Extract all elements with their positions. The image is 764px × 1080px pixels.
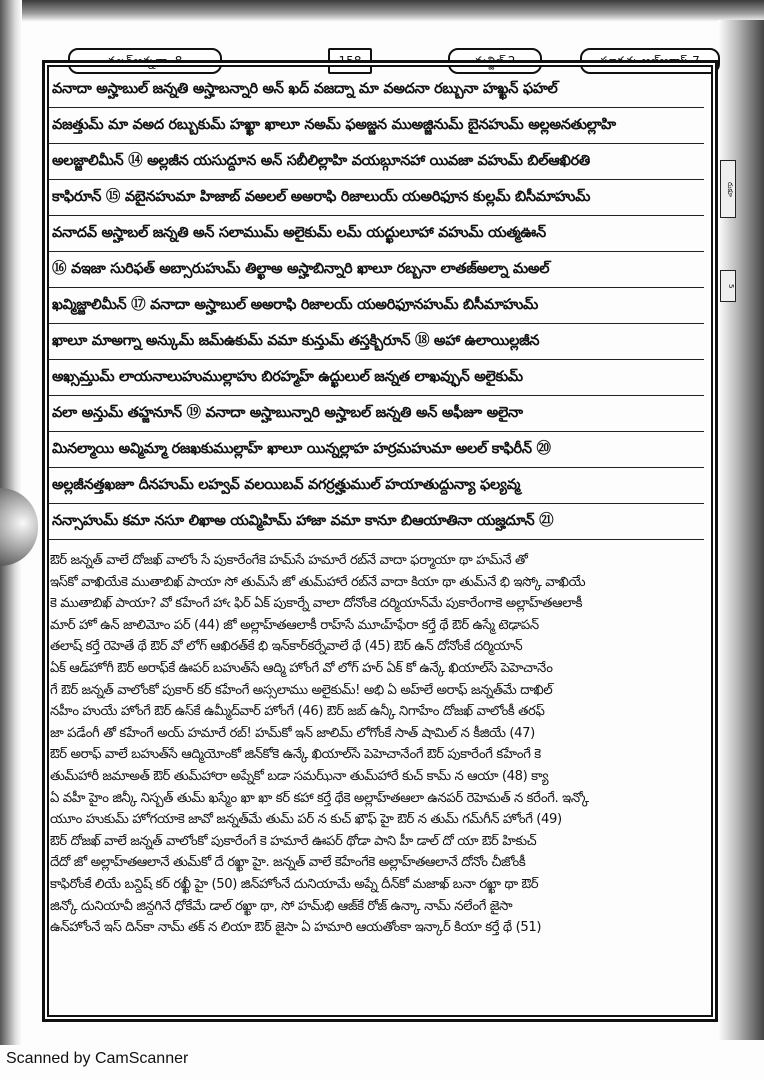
arabic-line: ఖాలూ మాఅగ్నా అన్కుమ్ జమ్ఉకుమ్ వమా కున్తుమ్ తస్తక్బిరూన్ ⑱ అహా ఉలాయిల్లజీన bbox=[48, 324, 704, 360]
translation-block bbox=[48, 550, 704, 939]
surah-label: సూరతు అల్అరాఫ్ 7 bbox=[580, 48, 720, 74]
arabic-line: అల్లజీనత్తఖజూ దీనహుమ్ లహ్వవ్ వలయిబవ్ వగర్రత్హుముల్ హయాతుద్దున్యా ఫల్యవ్మ bbox=[48, 468, 704, 504]
translation-line: ఏక్ ఆడ్‌హోగీ ఔర్ అరాఫ్‌కే ఊపర్ బహుత్‌సే ఆద్మి హోంగే వో లోగ్ హర్ ఏక్ కో ఉన్కే ఖియాల్‌సే పెహెచానేం bbox=[50, 660, 553, 676]
book-page bbox=[34, 30, 724, 1020]
arabic-line: ⑯ వఇజా సురిఫత్ అబ్సారుహుమ్ తిల్ఖాఅ అస్హాబిన్నారి ఖాలూ రబ్బనా లాతజ్అల్నా మఅల్ bbox=[48, 252, 704, 288]
arabic-line: వజత్తుమ్ మా వఅద రబ్బుకుమ్ హఖ్ఖా ఖాలూ నఅమ్ ఫఅజ్జన ముఅజ్జినుమ్ బైనహుమ్ అల్లఅనతుల్లాహి bbox=[48, 108, 704, 144]
arabic-line: కాఫిరూన్ ⑮ వబైనహుమా హిజాబ్ వఅలల్ అఅరాఫి రిజాలుయ్ యఅరిఫూన కుల్లమ్ బిసీమాహుమ్ bbox=[48, 180, 704, 216]
ruku-side-tab: రుకూ bbox=[720, 160, 736, 218]
arabic-line: అఖ్సమ్తుమ్ లాయనాలుహుముల్లాహు బిరహ్మహ్ ఉద్ఖులుల్ జన్నత లాఖవ్ఫున్ అలైకుమ్ bbox=[48, 360, 704, 396]
arabic-line: వలా అన్తుమ్ తహ్జనూన్ ⑲ వనాదా అస్హాబున్నారి అస్హాబల్ జన్నతి అన్ అఫీజూ అలైనా bbox=[48, 396, 704, 432]
arabic-transliteration bbox=[48, 72, 704, 540]
translation-line: కె ముతాబిఖ్ పాయా? వో కహేంగే హాఁ ఫిర్ ఏక్ పుకార్నే వాలా దోనోంకె దర్మియాన్‌మే పుకారేంగాకె అల్లాహ్‌తఆలాకీ bbox=[50, 596, 583, 612]
translation-line: ఏ వహీ హైం జిన్కీ నిస్బత్ తుమ్ ఖస్మేం ఖా ఖా కర్ కహా కర్తే థేకె అల్లాహ్‌తఆలా ఉనపర్ రెహెమత్ న కరేంగే. ఇన్కో bbox=[50, 790, 589, 806]
scanner-watermark: Scanned by CamScanner bbox=[6, 1050, 189, 1067]
translation-line: ఔర్ దోజఖ్ వాలే జన్నత్ వాలోంకో పుకారేంగే కె హమారే ఊపర్ థోడా పాని హీ డాల్ దో యా ఔర్ హికుచ్ bbox=[50, 833, 537, 849]
translation-line: తుమ్‌హారీ జమాఅత్ ఔర్ తుమ్‌హారా అప్నేకో బడా సమఝ్‌నా తుమ్‌హారే కుచ్ కామ్ న ఆయా (48) క్యా bbox=[50, 768, 549, 784]
translation-line: మార్ హో ఉన్ జాలిమోం పర్ (44) జో అల్లాహ్‌తఆలాకీ రాహ్‌సే మూఁహ్‌ఫేరా కర్తే థే ఔర్ ఉస్మే టెఢాపన్ bbox=[50, 617, 539, 633]
ruku-number-tab: 5 bbox=[720, 270, 736, 302]
translation-line: కాఫిరోంకే లియే బన్దిష్ కర్ రఖ్ఖీ హై (50) జిన్‌హోంనే దునియామే అప్నే దీన్‌కో మజాఖ్ బనా రఖ్ఖా థా ఔర్ bbox=[50, 876, 539, 892]
translation-line: ఇస్‌కో వాఖియేకె ముతాబిఖ్ పాయా సో తుమ్‌సే జో తుమ్‌హారే రబ్‌నే వాదా కియా థా తుమ్‌నే భి ఇస్కో వాఖియే bbox=[50, 574, 586, 590]
page-top-shadow bbox=[0, 0, 764, 22]
arabic-line: నన్సాహుమ్ కమా నసూ లిఖాఅ యవ్మిహిమ్ హాజా వమా కానూ బిఆయాతినా యజ్హదూన్ ㉑ bbox=[48, 504, 704, 540]
translation-line: ఉన్‌హోంనే ఇస్ దిన్‌కా నామ్ తక్ న లియా ఔర్ జైసా ఏ హమారి ఆయతోంకా ఇన్కార్ కియా కర్తే థే (51) bbox=[50, 920, 542, 936]
translation-line: జిన్కో దునియావీ జిన్దగినే ధోకేమే డాల్ రఖ్ఖా థా, సో హమ్‌భి ఆజ్‌కే రోజ్ ఉన్కా నామ్ నలేంగే జైసా bbox=[50, 898, 513, 914]
arabic-line: మినల్మాయి అవ్మిమ్మా రజఖకుముల్లాహ్ ఖాలూ యిన్నల్లాహ హర్రమహుమా అలల్ కాఫిరీన్ ⑳ bbox=[48, 432, 704, 468]
binder-clip bbox=[0, 488, 38, 566]
translation-line: ఔర్ జన్నత్ వాలే దోజఖ్ వాలోం సే పుకారేంగేకె హమ్‌సే హమారే రబ్‌నే వాదా ఫర్మాయా థా హమ్‌నే తో bbox=[50, 553, 528, 568]
translation-line: దేదో జో అల్లాహ్‌తఆలానే తుమ్‌కో దే రఖ్ఖా హై. జన్నత్ వాలే కెహేంగేకె అల్లాహ్‌తఆలానే దోనోం చీజోంకీ bbox=[50, 855, 526, 871]
translation-line: యూం హుకుమ్ హోగయాకె జావో జన్నత్‌మే తుమ్ పర్ న కుచ్ ఖౌఫ్ హై ఔర్ న తుమ్ గమ్‌గీన్ హోంగే (49) bbox=[50, 812, 562, 828]
translation-line: ఔర్ అరాఫ్ వాలే బహుత్‌సే ఆద్మియోంకో జిన్‌కోకె ఉన్కే ఖియాల్‌సే పెహెచానేంగే ఔర్ పుకారేంగే కహేంగే కె bbox=[50, 747, 541, 763]
translation-line: జా పడేంగీ తో కహేంగే అయ్ హమారే రబ్! హమ్‌కో ఇన్ జాలిమ్ లోగోంకే సాత్ షామిల్ న కీజియే (47) bbox=[50, 725, 535, 741]
translation-line: నహీం హుయే హోంగే ఔర్ ఉస్‌కే ఉమ్మీద్‌వార్ హోంగే (46) ఔర్ జబ్ ఉన్కీ నిగాహేం దోజఖ్ వాలోంకీ తరఫ్ bbox=[50, 704, 545, 720]
arabic-line: వనాదా అస్హాబుల్ జన్నతి అస్హాబన్నారి అన్ ఖద్ వజద్నా మా వఅదనా రబ్బునా హఖ్ఖన్ ఫహల్ bbox=[48, 72, 704, 108]
manzil-label: మన్జిల్ 2 bbox=[448, 48, 542, 74]
translation-line: తలాష్ కర్తే రెహెతే థే ఔర్ వో లోగ్ ఆఖిరత్‌కే భి ఇన్‌కార్‌కర్నేవాలే థే (45) ఔర్ ఉన్ దోనోంకే దర్మియాన్ bbox=[50, 639, 523, 655]
translation-line: గే ఔర్ జన్నత్ వాలోంకో పుకార్ కర్ కహేంగే అస్సలాము అలైకుమ్! అభి ఏ అహ్‌లే అరాఫ్ జన్నత్‌మే దాఖిల్ bbox=[50, 682, 553, 698]
header-left-label: వలవ్అన్ననా. 8 bbox=[68, 48, 222, 74]
arabic-line: అలజ్జాలిమీన్ ⑭ అల్లజీన యసుద్దూన అన్ సబీలిల్లాహి వయబ్గూనహా యివజా వహుమ్ బిల్ఆఖిరతి bbox=[48, 144, 704, 180]
arabic-line: ఖవ్మిజ్జాలిమీన్ ⑰ వనాదా అస్హాబుల్ అఅరాఫి రిజాలయ్ యఅరిఫూనహుమ్ బిసీమాహుమ్ bbox=[48, 288, 704, 324]
arabic-line: వనాదవ్ అస్హాబల్ జన్నతి అన్ సలాముమ్ అలైకుమ్ లమ్ యద్ఖులూహా వహుమ్ యత్మఊన్ bbox=[48, 216, 704, 252]
page-number: 158 bbox=[328, 48, 372, 74]
